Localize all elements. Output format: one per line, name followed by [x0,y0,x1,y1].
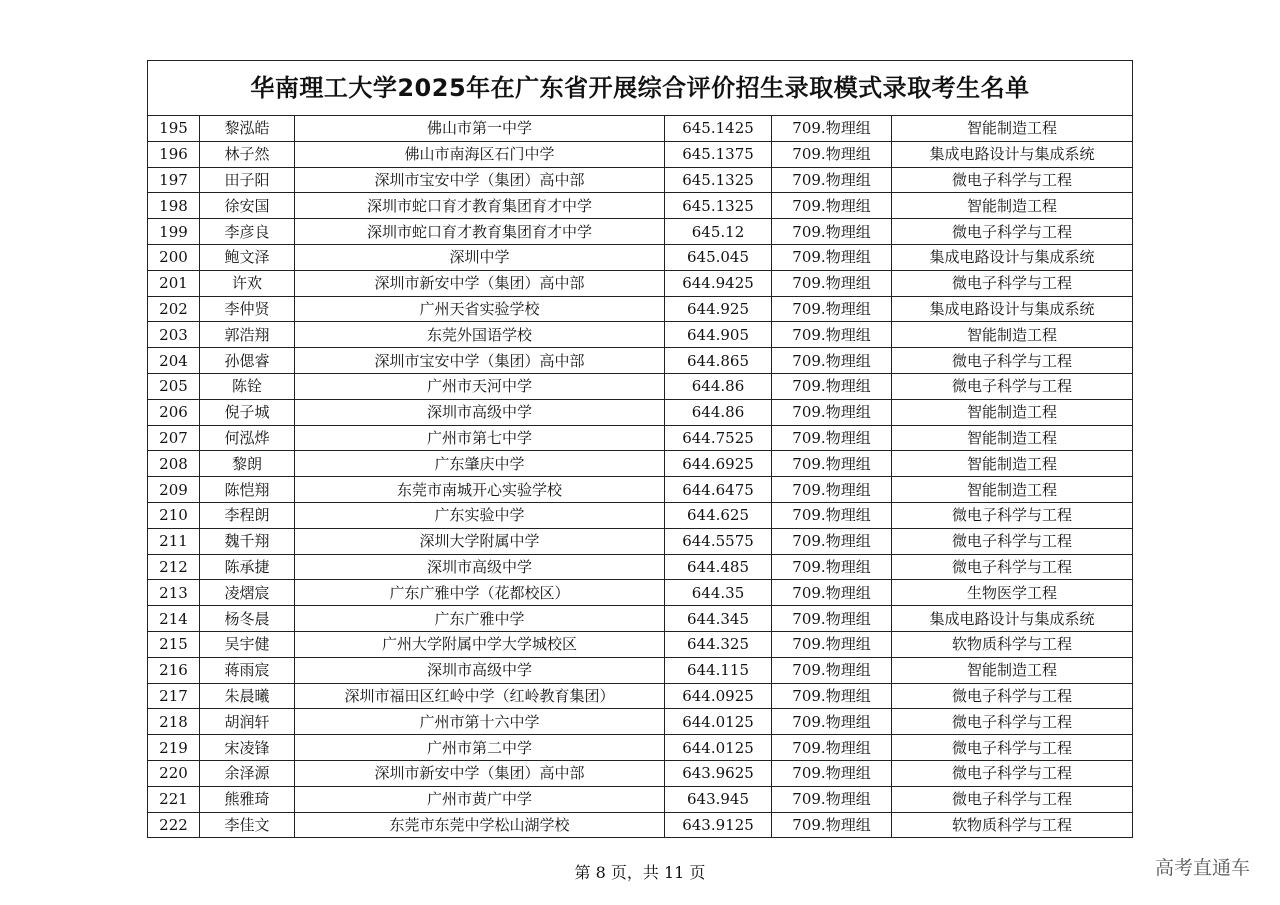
school-cell: 东莞外国语学校 [295,322,665,348]
table-row [148,631,1133,657]
table-row [148,348,1133,374]
group-cell: 709.物理组 [772,683,892,709]
group-cell: 709.物理组 [772,116,892,142]
row-number-cell: 196 [148,141,200,167]
major-cell: 微电子科学与工程 [892,502,1133,528]
score-cell: 644.86 [665,373,772,399]
score-cell: 644.9425 [665,270,772,296]
major-cell: 集成电路设计与集成系统 [892,296,1133,322]
group-cell: 709.物理组 [772,373,892,399]
name-cell: 黎朗 [200,451,295,477]
row-number-cell: 213 [148,580,200,606]
table-row [148,683,1133,709]
major-cell: 微电子科学与工程 [892,735,1133,761]
row-number-cell: 217 [148,683,200,709]
school-cell: 深圳市宝安中学（集团）高中部 [295,167,665,193]
table-row [148,786,1133,812]
score-cell: 644.625 [665,502,772,528]
major-cell: 微电子科学与工程 [892,167,1133,193]
row-number-cell: 199 [148,219,200,245]
row-number-cell: 207 [148,425,200,451]
score-cell: 645.1325 [665,193,772,219]
row-number-cell: 212 [148,554,200,580]
major-cell: 微电子科学与工程 [892,373,1133,399]
row-number-cell: 215 [148,631,200,657]
score-cell: 644.6925 [665,451,772,477]
school-cell: 深圳市新安中学（集团）高中部 [295,270,665,296]
score-cell: 644.0125 [665,735,772,761]
document-title: 华南理工大学2025年在广东省开展综合评价招生录取模式录取考生名单 [148,61,1133,116]
table-row [148,373,1133,399]
table-row [148,193,1133,219]
group-cell: 709.物理组 [772,502,892,528]
school-cell: 广州市第七中学 [295,425,665,451]
name-cell: 余泽源 [200,760,295,786]
school-cell: 广州天省实验学校 [295,296,665,322]
table-row [148,270,1133,296]
major-cell: 智能制造工程 [892,193,1133,219]
school-cell: 佛山市第一中学 [295,116,665,142]
group-cell: 709.物理组 [772,477,892,503]
row-number-cell: 195 [148,116,200,142]
major-cell: 智能制造工程 [892,477,1133,503]
name-cell: 孙偲睿 [200,348,295,374]
name-cell: 黎泓皓 [200,116,295,142]
row-number-cell: 219 [148,735,200,761]
school-cell: 深圳市蛇口育才教育集团育才中学 [295,193,665,219]
group-cell: 709.物理组 [772,425,892,451]
school-cell: 深圳市高级中学 [295,554,665,580]
major-cell: 微电子科学与工程 [892,348,1133,374]
school-cell: 广州大学附属中学大学城校区 [295,631,665,657]
major-cell: 集成电路设计与集成系统 [892,244,1133,270]
group-cell: 709.物理组 [772,760,892,786]
name-cell: 陈恺翔 [200,477,295,503]
group-cell: 709.物理组 [772,580,892,606]
name-cell: 徐安国 [200,193,295,219]
school-cell: 广东广雅中学（花都校区） [295,580,665,606]
group-cell: 709.物理组 [772,606,892,632]
row-number-cell: 214 [148,606,200,632]
group-cell: 709.物理组 [772,244,892,270]
table-row [148,425,1133,451]
major-cell: 集成电路设计与集成系统 [892,141,1133,167]
table-row [148,760,1133,786]
table-row [148,219,1133,245]
major-cell: 微电子科学与工程 [892,219,1133,245]
name-cell: 倪子城 [200,399,295,425]
admission-table [147,60,1133,838]
table-row [148,451,1133,477]
group-cell: 709.物理组 [772,812,892,838]
major-cell: 软物质科学与工程 [892,631,1133,657]
major-cell: 微电子科学与工程 [892,683,1133,709]
name-cell: 李佳文 [200,812,295,838]
name-cell: 陈承捷 [200,554,295,580]
school-cell: 广州市第二中学 [295,735,665,761]
major-cell: 微电子科学与工程 [892,270,1133,296]
name-cell: 朱晨曦 [200,683,295,709]
watermark: 高考直通车 [1154,857,1250,879]
name-cell: 胡润轩 [200,709,295,735]
group-cell: 709.物理组 [772,322,892,348]
school-cell: 佛山市南海区石门中学 [295,141,665,167]
group-cell: 709.物理组 [772,141,892,167]
table-row [148,735,1133,761]
score-cell: 644.5575 [665,528,772,554]
major-cell: 微电子科学与工程 [892,528,1133,554]
major-cell: 智能制造工程 [892,425,1133,451]
school-cell: 广东实验中学 [295,502,665,528]
table-row [148,116,1133,142]
group-cell: 709.物理组 [772,167,892,193]
row-number-cell: 216 [148,657,200,683]
school-cell: 广州市天河中学 [295,373,665,399]
name-cell: 林子然 [200,141,295,167]
group-cell: 709.物理组 [772,709,892,735]
major-cell: 生物医学工程 [892,580,1133,606]
name-cell: 蒋雨宸 [200,657,295,683]
score-cell: 644.115 [665,657,772,683]
table-row [148,580,1133,606]
row-number-cell: 210 [148,502,200,528]
group-cell: 709.物理组 [772,657,892,683]
group-cell: 709.物理组 [772,735,892,761]
table-row [148,657,1133,683]
school-cell: 深圳大学附属中学 [295,528,665,554]
row-number-cell: 208 [148,451,200,477]
school-cell: 深圳市新安中学（集团）高中部 [295,760,665,786]
school-cell: 广东肇庆中学 [295,451,665,477]
table-row [148,399,1133,425]
table-row [148,244,1133,270]
row-number-cell: 203 [148,322,200,348]
table-row [148,141,1133,167]
name-cell: 杨冬晨 [200,606,295,632]
group-cell: 709.物理组 [772,219,892,245]
group-cell: 709.物理组 [772,528,892,554]
major-cell: 微电子科学与工程 [892,709,1133,735]
name-cell: 凌熠宸 [200,580,295,606]
name-cell: 何泓烨 [200,425,295,451]
row-number-cell: 222 [148,812,200,838]
table-row [148,477,1133,503]
major-cell: 微电子科学与工程 [892,786,1133,812]
name-cell: 李仲贤 [200,296,295,322]
name-cell: 田子阳 [200,167,295,193]
score-cell: 644.0925 [665,683,772,709]
table-row [148,322,1133,348]
group-cell: 709.物理组 [772,193,892,219]
major-cell: 智能制造工程 [892,657,1133,683]
major-cell: 智能制造工程 [892,399,1133,425]
major-cell: 智能制造工程 [892,451,1133,477]
school-cell: 深圳市宝安中学（集团）高中部 [295,348,665,374]
group-cell: 709.物理组 [772,451,892,477]
group-cell: 709.物理组 [772,631,892,657]
row-number-cell: 197 [148,167,200,193]
name-cell: 李程朗 [200,502,295,528]
group-cell: 709.物理组 [772,348,892,374]
group-cell: 709.物理组 [772,786,892,812]
row-number-cell: 220 [148,760,200,786]
row-number-cell: 204 [148,348,200,374]
school-cell: 深圳市蛇口育才教育集团育才中学 [295,219,665,245]
school-cell: 广州市黄广中学 [295,786,665,812]
score-cell: 644.905 [665,322,772,348]
name-cell: 郭浩翔 [200,322,295,348]
score-cell: 645.1375 [665,141,772,167]
row-number-cell: 218 [148,709,200,735]
score-cell: 645.1325 [665,167,772,193]
group-cell: 709.物理组 [772,296,892,322]
major-cell: 微电子科学与工程 [892,554,1133,580]
school-cell: 深圳市福田区红岭中学（红岭教育集团） [295,683,665,709]
group-cell: 709.物理组 [772,270,892,296]
name-cell: 熊雅琦 [200,786,295,812]
score-cell: 644.485 [665,554,772,580]
name-cell: 鲍文泽 [200,244,295,270]
name-cell: 魏千翔 [200,528,295,554]
score-cell: 644.0125 [665,709,772,735]
score-cell: 644.86 [665,399,772,425]
table-row [148,812,1133,838]
name-cell: 许欢 [200,270,295,296]
school-cell: 广东广雅中学 [295,606,665,632]
score-cell: 645.1425 [665,116,772,142]
score-cell: 643.9625 [665,760,772,786]
group-cell: 709.物理组 [772,399,892,425]
score-cell: 644.325 [665,631,772,657]
major-cell: 智能制造工程 [892,322,1133,348]
major-cell: 智能制造工程 [892,116,1133,142]
row-number-cell: 200 [148,244,200,270]
row-number-cell: 221 [148,786,200,812]
score-cell: 644.865 [665,348,772,374]
page-footer: 第 8 页，共 11 页 [574,863,706,882]
school-cell: 深圳中学 [295,244,665,270]
table-row [148,502,1133,528]
row-number-cell: 202 [148,296,200,322]
school-cell: 东莞市东莞中学松山湖学校 [295,812,665,838]
row-number-cell: 198 [148,193,200,219]
group-cell: 709.物理组 [772,554,892,580]
score-cell: 644.925 [665,296,772,322]
row-number-cell: 205 [148,373,200,399]
major-cell: 软物质科学与工程 [892,812,1133,838]
major-cell: 微电子科学与工程 [892,760,1133,786]
score-cell: 645.045 [665,244,772,270]
major-cell: 集成电路设计与集成系统 [892,606,1133,632]
score-cell: 644.345 [665,606,772,632]
table-row [148,554,1133,580]
name-cell: 宋凌锋 [200,735,295,761]
table-row [148,167,1133,193]
score-cell: 645.12 [665,219,772,245]
school-cell: 广州市第十六中学 [295,709,665,735]
name-cell: 吴宇健 [200,631,295,657]
school-cell: 深圳市高级中学 [295,399,665,425]
table-row [148,296,1133,322]
table-row [148,709,1133,735]
score-cell: 644.35 [665,580,772,606]
school-cell: 东莞市南城开心实验学校 [295,477,665,503]
table-row [148,606,1133,632]
row-number-cell: 211 [148,528,200,554]
row-number-cell: 206 [148,399,200,425]
score-cell: 644.7525 [665,425,772,451]
school-cell: 深圳市高级中学 [295,657,665,683]
name-cell: 李彦良 [200,219,295,245]
score-cell: 643.9125 [665,812,772,838]
row-number-cell: 209 [148,477,200,503]
score-cell: 643.945 [665,786,772,812]
row-number-cell: 201 [148,270,200,296]
score-cell: 644.6475 [665,477,772,503]
name-cell: 陈铨 [200,373,295,399]
table-row [148,528,1133,554]
